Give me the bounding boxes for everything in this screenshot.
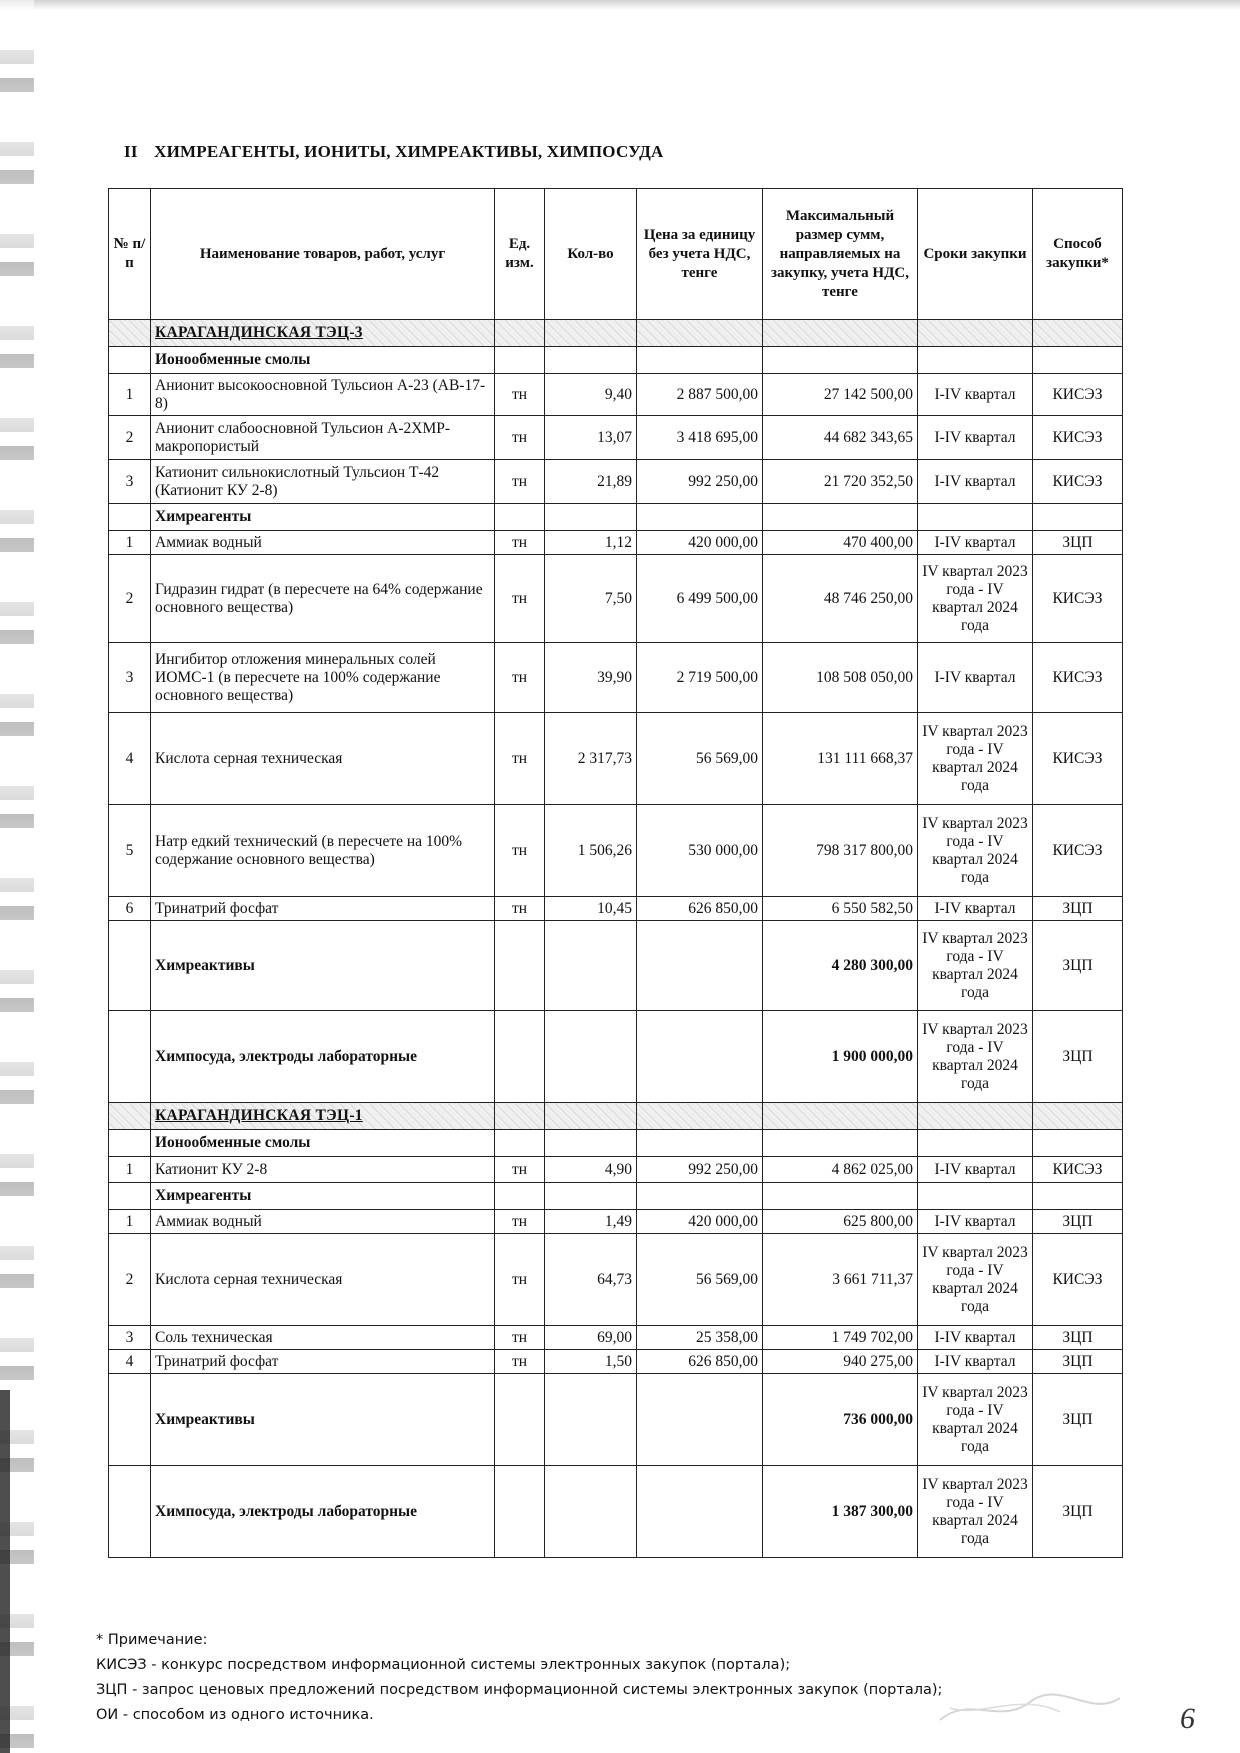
footnote-line: ОИ - способом из одного источника. (96, 1707, 374, 1723)
row-qty: 1,49 (545, 1210, 637, 1234)
row-method: КИСЭЗ (1033, 460, 1123, 504)
row-name: Катионит сильнокислотный Тульсион Т-42 (Катионит КУ 2-8) (151, 460, 495, 504)
row-method: КИСЭЗ (1033, 713, 1123, 805)
row-method: ЗЦП (1033, 921, 1123, 1011)
row-period: I-IV квартал (918, 1350, 1033, 1374)
row-name: Аммиак водный (151, 1210, 495, 1234)
row-method: ЗЦП (1033, 1466, 1123, 1558)
footnote-title: * Примечание: (96, 1632, 208, 1648)
row-price: 2 887 500,00 (637, 374, 763, 416)
procurement-table (108, 188, 1123, 1558)
table-row (109, 416, 1123, 460)
table-row (109, 1157, 1123, 1183)
row-qty: 1 506,26 (545, 805, 637, 897)
row-sum: 4 280 300,00 (763, 921, 918, 1011)
row-method: ЗЦП (1033, 1210, 1123, 1234)
row-qty: 4,90 (545, 1157, 637, 1183)
row-qty: 7,50 (545, 555, 637, 643)
row-unit: тн (495, 1157, 545, 1183)
row-name: Химпосуда, электроды лабораторные (151, 1011, 495, 1103)
row-name: Аммиак водный (151, 531, 495, 555)
table-row (109, 555, 1123, 643)
row-sum: 44 682 343,65 (763, 416, 918, 460)
row-name: Химреактивы (151, 921, 495, 1011)
row-price: 2 719 500,00 (637, 643, 763, 713)
row-sum: 21 720 352,50 (763, 460, 918, 504)
row-num: 2 (109, 555, 151, 643)
row-unit: тн (495, 460, 545, 504)
table-row (109, 1374, 1123, 1466)
row-name: Натр едкий технический (в пересчете на 100% содержание основного вещества) (151, 805, 495, 897)
row-method: ЗЦП (1033, 531, 1123, 555)
row-sum: 131 111 668,37 (763, 713, 918, 805)
row-name: Анионит высокоосновной Тульсион А-23 (АВ-17-8) (151, 374, 495, 416)
row-period: I-IV квартал (918, 531, 1033, 555)
row-unit: тн (495, 1326, 545, 1350)
table-row (109, 1466, 1123, 1558)
row-period: IV квартал 2023 года - IV квартал 2024 года (918, 555, 1033, 643)
row-name: Химреактивы (151, 1374, 495, 1466)
row-sum: 1 749 702,00 (763, 1326, 918, 1350)
row-name: Кислота серная техническая (151, 1234, 495, 1326)
row-price: 992 250,00 (637, 1157, 763, 1183)
header-price: Цена за единицу без учета НДС, тенге (637, 189, 763, 320)
row-price: 420 000,00 (637, 1210, 763, 1234)
group-name: Химреагенты (151, 1183, 495, 1210)
company-name: КАРАГАНДИНСКАЯ ТЭЦ-1 (151, 1103, 495, 1130)
row-price: 56 569,00 (637, 713, 763, 805)
row-sum: 48 746 250,00 (763, 555, 918, 643)
table-row (109, 643, 1123, 713)
row-qty: 39,90 (545, 643, 637, 713)
company-row-tec3 (109, 320, 1123, 347)
row-period: I-IV квартал (918, 460, 1033, 504)
row-sum: 6 550 582,50 (763, 897, 918, 921)
header-num: № п/п (109, 189, 151, 320)
row-price: 626 850,00 (637, 897, 763, 921)
row-method: КИСЭЗ (1033, 1157, 1123, 1183)
row-method: ЗЦП (1033, 1326, 1123, 1350)
row-num: 1 (109, 374, 151, 416)
row-method: КИСЭЗ (1033, 1234, 1123, 1326)
row-qty: 13,07 (545, 416, 637, 460)
row-price: 992 250,00 (637, 460, 763, 504)
table-row (109, 805, 1123, 897)
row-name: Катионит КУ 2-8 (151, 1157, 495, 1183)
row-qty: 1,12 (545, 531, 637, 555)
row-sum: 798 317 800,00 (763, 805, 918, 897)
row-price: 25 358,00 (637, 1326, 763, 1350)
row-unit: тн (495, 374, 545, 416)
row-method: КИСЭЗ (1033, 805, 1123, 897)
table-row (109, 460, 1123, 504)
table-row (109, 921, 1123, 1011)
row-num: 5 (109, 805, 151, 897)
header-qty: Кол-во (545, 189, 637, 320)
row-num: 3 (109, 643, 151, 713)
row-unit: тн (495, 805, 545, 897)
row-method: ЗЦП (1033, 1374, 1123, 1466)
row-method: КИСЭЗ (1033, 374, 1123, 416)
row-name: Гидразин гидрат (в пересчете на 64% содержание основного вещества) (151, 555, 495, 643)
row-period: I-IV квартал (918, 643, 1033, 713)
row-sum: 625 800,00 (763, 1210, 918, 1234)
table-row (109, 1326, 1123, 1350)
group-name: Химреагенты (151, 504, 495, 531)
row-num: 1 (109, 531, 151, 555)
row-qty: 9,40 (545, 374, 637, 416)
row-period: I-IV квартал (918, 374, 1033, 416)
row-period: IV квартал 2023 года - IV квартал 2024 года (918, 713, 1033, 805)
header-max-sum: Максимальный размер сумм, направляемых на закупку, учета НДС, тенге (763, 189, 918, 320)
page-number: 6 (1180, 1702, 1195, 1735)
group-name: Ионообменные смолы (151, 347, 495, 374)
row-name: Тринатрий фосфат (151, 1350, 495, 1374)
table-row (109, 713, 1123, 805)
header-method: Способ закупки* (1033, 189, 1123, 320)
binding-edge-dark (0, 1390, 10, 1753)
scan-edge-shadow (0, 0, 1240, 10)
row-sum: 27 142 500,00 (763, 374, 918, 416)
row-name: Соль техническая (151, 1326, 495, 1350)
row-period: IV квартал 2023 года - IV квартал 2024 года (918, 1374, 1033, 1466)
row-method: ЗЦП (1033, 897, 1123, 921)
row-period: I-IV квартал (918, 1210, 1033, 1234)
row-num: 4 (109, 1350, 151, 1374)
row-sum: 4 862 025,00 (763, 1157, 918, 1183)
row-unit: тн (495, 1234, 545, 1326)
row-qty: 2 317,73 (545, 713, 637, 805)
row-period: IV квартал 2023 года - IV квартал 2024 года (918, 1234, 1033, 1326)
section-title (124, 142, 664, 162)
section-title-text: ХИМРЕАГЕНТЫ, ИОНИТЫ, ХИМРЕАКТИВЫ, ХИМПОСУДА (154, 142, 664, 161)
row-sum: 108 508 050,00 (763, 643, 918, 713)
row-qty: 21,89 (545, 460, 637, 504)
row-period: IV квартал 2023 года - IV квартал 2024 года (918, 1466, 1033, 1558)
table-row (109, 1011, 1123, 1103)
row-name: Химпосуда, электроды лабораторные (151, 1466, 495, 1558)
header-unit: Ед. изм. (495, 189, 545, 320)
group-row (109, 1183, 1123, 1210)
row-name: Тринатрий фосфат (151, 897, 495, 921)
row-price: 3 418 695,00 (637, 416, 763, 460)
row-period: IV квартал 2023 года - IV квартал 2024 года (918, 1011, 1033, 1103)
table-row (109, 1350, 1123, 1374)
header-period: Сроки закупки (918, 189, 1033, 320)
row-unit: тн (495, 531, 545, 555)
row-num: 2 (109, 416, 151, 460)
row-sum: 1 387 300,00 (763, 1466, 918, 1558)
row-sum: 470 400,00 (763, 531, 918, 555)
row-period: IV квартал 2023 года - IV квартал 2024 года (918, 805, 1033, 897)
row-qty: 69,00 (545, 1326, 637, 1350)
row-price: 6 499 500,00 (637, 555, 763, 643)
row-period: I-IV квартал (918, 416, 1033, 460)
table-header-row (109, 189, 1123, 320)
row-unit: тн (495, 643, 545, 713)
header-name: Наименование товаров, работ, услуг (151, 189, 495, 320)
row-period: I-IV квартал (918, 1326, 1033, 1350)
row-unit: тн (495, 897, 545, 921)
footnote (96, 1628, 942, 1728)
row-sum: 3 661 711,37 (763, 1234, 918, 1326)
row-sum: 940 275,00 (763, 1350, 918, 1374)
row-unit: тн (495, 1210, 545, 1234)
row-method: ЗЦП (1033, 1011, 1123, 1103)
group-row (109, 504, 1123, 531)
section-number: II (124, 142, 138, 161)
faded-stamp-mark (930, 1690, 1130, 1730)
row-method: КИСЭЗ (1033, 416, 1123, 460)
row-method: КИСЭЗ (1033, 555, 1123, 643)
row-sum: 1 900 000,00 (763, 1011, 918, 1103)
table-row (109, 1234, 1123, 1326)
table-row (109, 1210, 1123, 1234)
group-row (109, 1130, 1123, 1157)
row-name: Кислота серная техническая (151, 713, 495, 805)
row-num: 4 (109, 713, 151, 805)
footnote-line: ЗЦП - запрос ценовых предложений посредством информационной системы электронных закупок (портала); (96, 1682, 943, 1698)
row-period: IV квартал 2023 года - IV квартал 2024 года (918, 921, 1033, 1011)
row-period: I-IV квартал (918, 897, 1033, 921)
company-row-tec1 (109, 1103, 1123, 1130)
row-qty: 1,50 (545, 1350, 637, 1374)
row-num: 3 (109, 460, 151, 504)
table-row (109, 897, 1123, 921)
row-num: 6 (109, 897, 151, 921)
company-name: КАРАГАНДИНСКАЯ ТЭЦ-3 (151, 320, 495, 347)
row-name: Анионит слабоосновной Тульсион А-2XMP-макропористый (151, 416, 495, 460)
row-num: 1 (109, 1210, 151, 1234)
table-row (109, 374, 1123, 416)
group-name: Ионообменные смолы (151, 1130, 495, 1157)
row-unit: тн (495, 555, 545, 643)
row-method: КИСЭЗ (1033, 643, 1123, 713)
row-unit: тн (495, 416, 545, 460)
row-period: I-IV квартал (918, 1157, 1033, 1183)
row-price: 626 850,00 (637, 1350, 763, 1374)
row-qty: 64,73 (545, 1234, 637, 1326)
group-row (109, 347, 1123, 374)
row-num: 3 (109, 1326, 151, 1350)
row-method: ЗЦП (1033, 1350, 1123, 1374)
footnote-line: КИСЭЗ - конкурс посредством информационной системы электронных закупок (портала); (96, 1657, 791, 1673)
row-name: Ингибитор отложения минеральных солей ИОМС-1 (в пересчете на 100% содержание основного вещества) (151, 643, 495, 713)
row-unit: тн (495, 713, 545, 805)
row-price: 530 000,00 (637, 805, 763, 897)
row-price: 420 000,00 (637, 531, 763, 555)
table-row (109, 531, 1123, 555)
row-sum: 736 000,00 (763, 1374, 918, 1466)
row-unit: тн (495, 1350, 545, 1374)
row-num: 2 (109, 1234, 151, 1326)
row-num: 1 (109, 1157, 151, 1183)
row-qty: 10,45 (545, 897, 637, 921)
row-price: 56 569,00 (637, 1234, 763, 1326)
